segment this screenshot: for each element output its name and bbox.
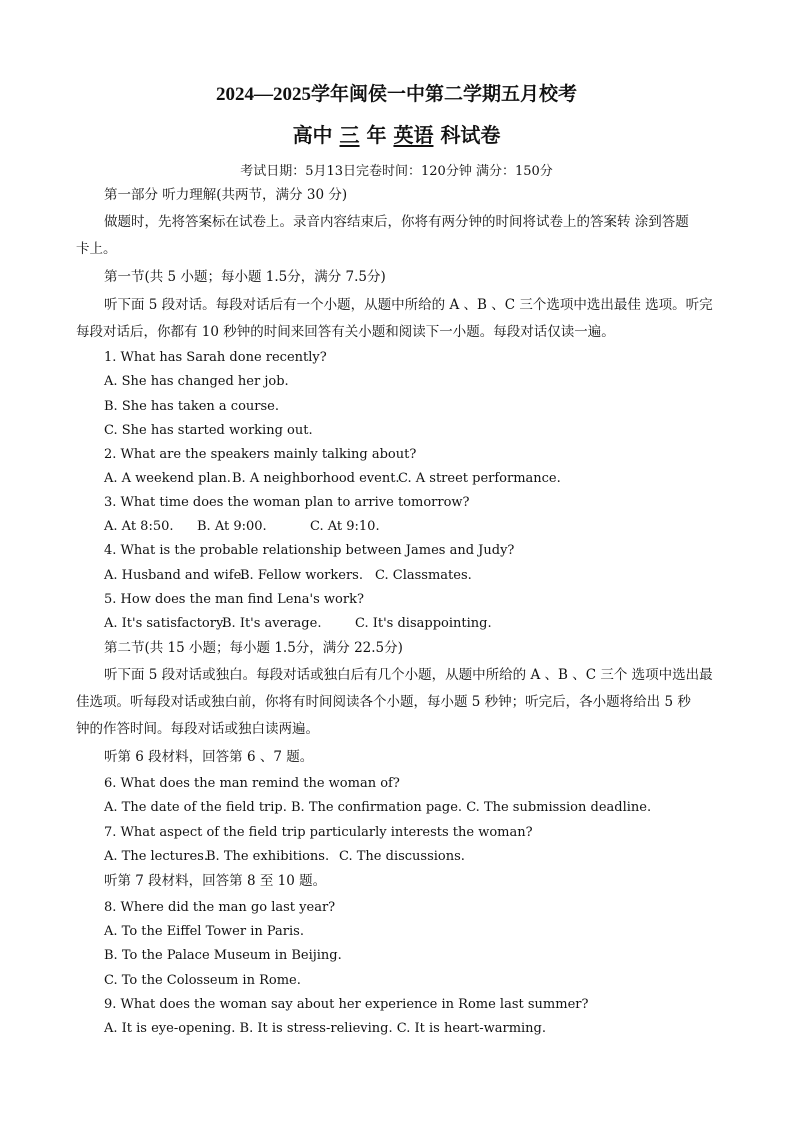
q4-option-a: A. Husband and wife.: [104, 568, 246, 583]
q3-option-c: C. At 9:10.: [310, 519, 380, 534]
subtitle-suffix: 科试卷: [440, 123, 501, 147]
section1-instruction-line1: 听下面 5 段对话。每段对话后有一个小题，从题中所给的 A 、B 、C 三个选项中选出最佳 选项。听完: [104, 297, 713, 313]
question-4: 4. What is the probable relationship between James and Judy?: [104, 543, 515, 558]
section2-instruction-line3: 钟的作答时间。每段对话或独白读两遍。: [76, 721, 319, 737]
question-2: 2. What are the speakers mainly talking about?: [104, 447, 417, 462]
q4-option-b: B. Fellow workers.: [240, 568, 363, 583]
section2-heading: 第二节(共 15 小题；每小题 1.5分，满分 22.5分): [104, 640, 403, 656]
subtitle-mid: 年: [366, 123, 387, 147]
q5-option-b: B. It's average.: [222, 616, 322, 631]
exam-title: 2024—2025学年闽侯一中第二学期五月校考: [215, 84, 577, 105]
subtitle-grade: 三: [339, 123, 360, 147]
material-7-label: 听第 7 段材料，回答第 8 至 10 题。: [104, 873, 327, 889]
q1-option-c: C. She has started working out.: [104, 423, 313, 438]
subtitle-subject: 英语: [393, 123, 434, 147]
q7-option-b: B. The exhibitions.: [206, 849, 330, 864]
q9-options: A. It is eye-opening. B. It is stress-relieving. C. It is heart-warming.: [104, 1021, 546, 1036]
q1-option-a: A. She has changed her job.: [104, 374, 289, 389]
question-5: 5. How does the man find Lena's work?: [104, 592, 364, 607]
section2-instruction-line1: 听下面 5 段对话或独白。每段对话或独白后有几个小题，从题中所给的 A 、B 、C 三个 选项中选出最: [104, 667, 713, 683]
q3-option-b: B. At 9:00.: [197, 519, 267, 534]
q2-option-a: A. A weekend plan.: [104, 471, 231, 486]
exam-meta: 考试日期：5月13日完卷时间：120分钟 满分：150分: [240, 164, 553, 179]
exam-subtitle: [0, 119, 793, 148]
section1-instruction-line2: 每段对话后，你都有 10 秒钟的时间来回答有关小题和阅读下一小题。每段对话仅读一遍。: [76, 324, 615, 340]
question-7: 7. What aspect of the field trip particularly interests the woman?: [104, 825, 533, 840]
q8-option-c: C. To the Colosseum in Rome.: [104, 973, 301, 988]
part1-instruction-line1: 做题时，先将答案标在试卷上。录音内容结束后，你将有两分钟的时间将试卷上的答案转 涂到答题: [104, 214, 689, 230]
q1-option-b: B. She has taken a course.: [104, 399, 279, 414]
section1-heading: 第一节(共 5 小题；每小题 1.5分，满分 7.5分): [104, 269, 386, 285]
material-6-label: 听第 6 段材料，回答第 6 、7 题。: [104, 749, 314, 765]
q2-option-c: C. A street performance.: [398, 471, 561, 486]
q3-option-a: A. At 8:50.: [104, 519, 174, 534]
q5-option-c: C. It's disappointing.: [355, 616, 492, 631]
q7-option-a: A. The lectures.: [104, 849, 208, 864]
subtitle-prefix: 高中: [292, 123, 333, 147]
question-9: 9. What does the woman say about her experience in Rome last summer?: [104, 997, 589, 1012]
question-8: 8. Where did the man go last year?: [104, 900, 336, 915]
q7-option-c: C. The discussions.: [339, 849, 465, 864]
q5-option-a: A. It's satisfactory.: [104, 616, 226, 631]
question-1: 1. What has Sarah done recently?: [104, 350, 327, 365]
q8-option-b: B. To the Palace Museum in Beijing.: [104, 948, 342, 963]
part1-heading: 第一部分 听力理解(共两节，满分 30 分): [104, 187, 348, 203]
question-3: 3. What time does the woman plan to arrive tomorrow?: [104, 495, 470, 510]
q2-option-b: B. A neighborhood event.: [232, 471, 400, 486]
section2-instruction-line2: 佳选项。听每段对话或独白前，你将有时间阅读各个小题，每小题 5 秒钟；听完后，各小题将给出 5 秒: [76, 694, 691, 710]
q8-option-a: A. To the Eiffel Tower in Paris.: [104, 924, 304, 939]
question-6: 6. What does the man remind the woman of?: [104, 776, 400, 791]
q4-option-c: C. Classmates.: [375, 568, 472, 583]
part1-instruction-line2: 卡上。: [76, 241, 117, 257]
q6-options: A. The date of the field trip. B. The confirmation page. C. The submission deadline.: [104, 800, 652, 815]
